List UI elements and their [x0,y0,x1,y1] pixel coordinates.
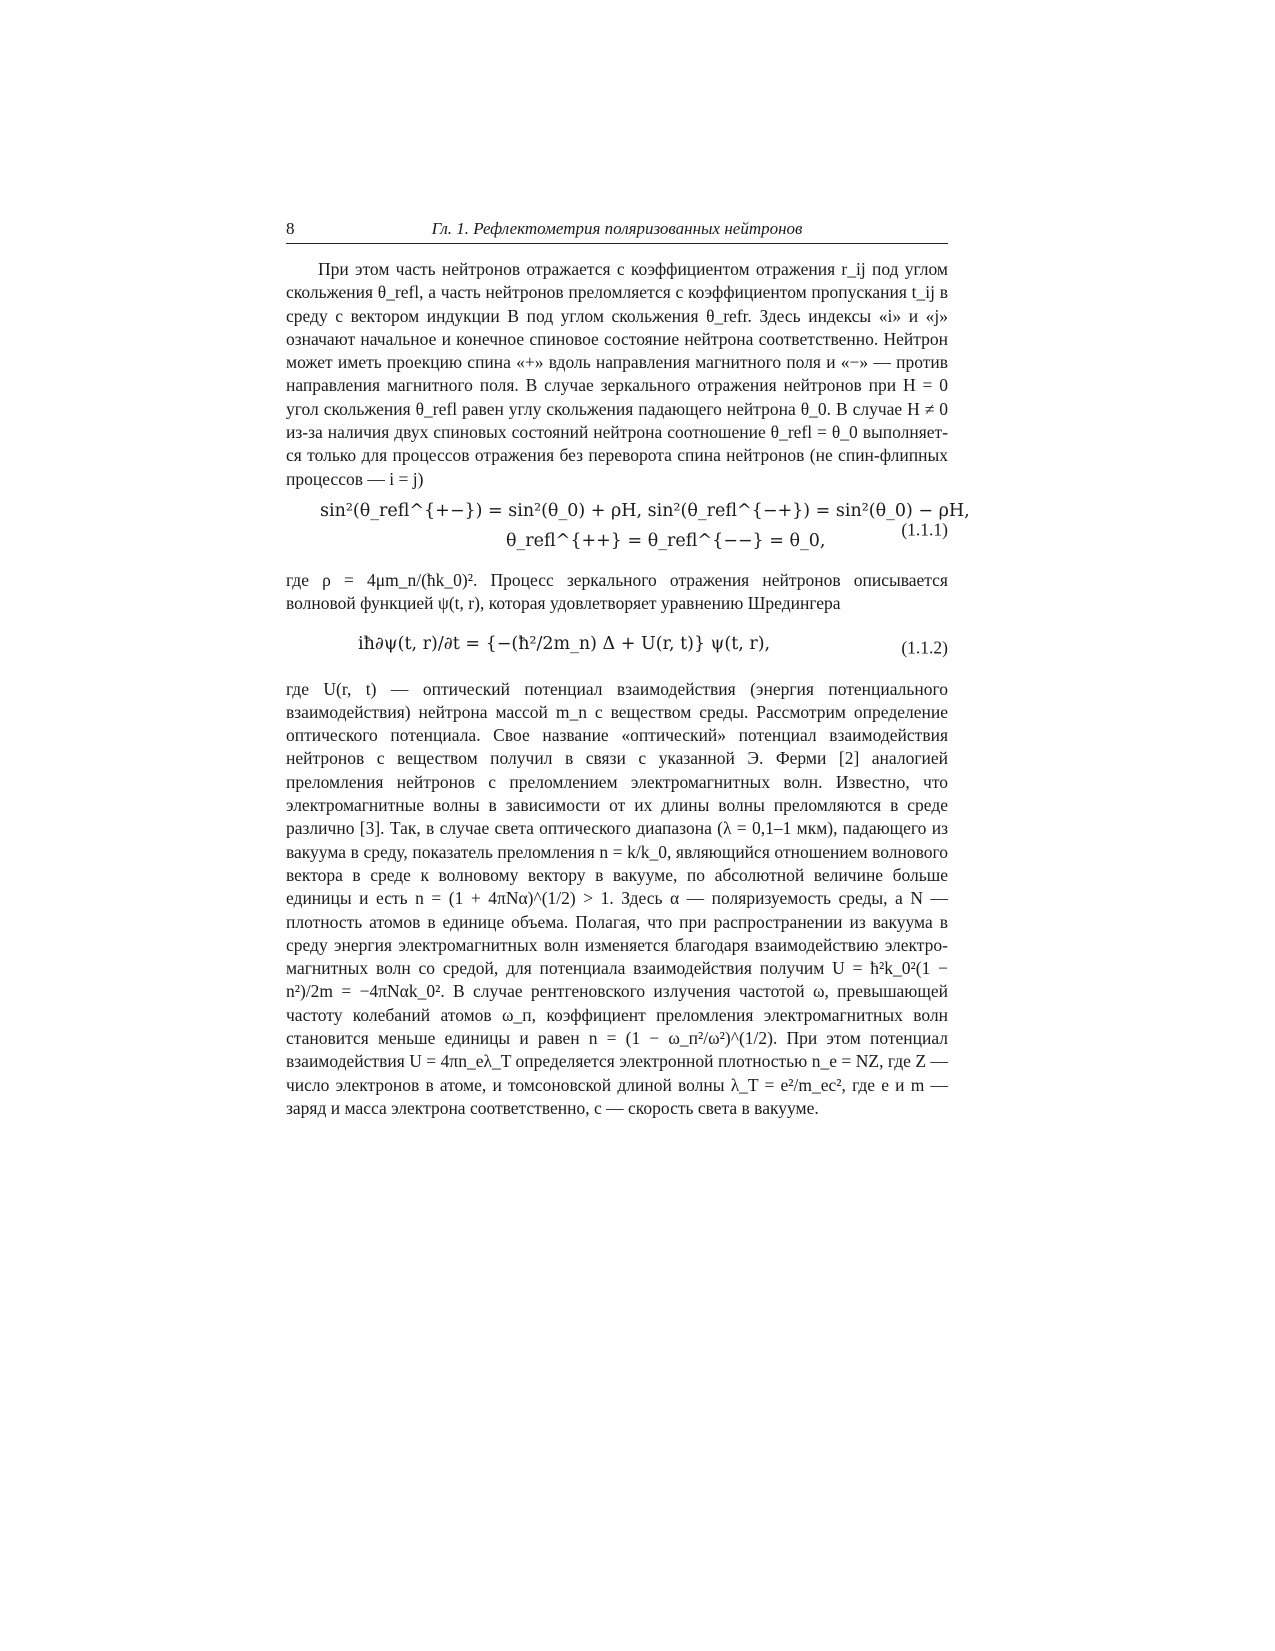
page-content [286,219,970,1120]
equation-line: iħ∂ψ(t, r)/∂t = {−(ħ²/2m_n) Δ + U(r, t)} ψ(t, r), [358,633,771,654]
chapter-title: Гл. 1. Рефлектометрия поляризованных нейтронов [431,219,803,238]
running-header [286,219,948,244]
equation-1-1-1 [286,500,970,559]
equation-number: (1.1.1) [901,519,948,540]
page-number: 8 [286,219,295,238]
equation-line: sin²(θ_refl^{+−}) = sin²(θ_0) + ρH, sin²(θ_refl^{−+}) = sin²(θ_0) − ρH, [320,500,970,521]
paragraph-2: где ρ = 4μm_n/(ħk_0)². Процесс зеркального отражения нейтронов описывается волновой функцией ψ(t, r), которая удовлетворяет уравнению Шредингера [286,569,948,614]
equation-line: θ_refl^{++} = θ_refl^{−−} = θ_0, [506,530,826,551]
paragraph-1: При этом часть нейтронов отражается с коэффициентом отражения r_ij под углом скольжения θ_refl, а часть нейтронов преломляется с коэффициентом пропускания t_ij в среду с вектором индукции B под углом скольжения θ_refr. Здесь индексы «i» и «j» означают начальное и конечное спиновое состояние нейтрона соответственно. Нейтрон может иметь проекцию спина «+» вдоль направления магнитного поля и «−» — против направления магнитного поля. В случае зеркального отражения нейтронов при H = 0 угол скольжения θ_refl равен углу скольжения падающего нейтрона θ_0. В случае H ≠ 0 из-за наличия двух спиновых состояний нейтрона соотношение θ_refl = θ_0 выполняется только для процессов отражения без переворота спина нейтронов (не спин-флипных процессов — i = j) [286,259,948,489]
equation-number: (1.1.2) [901,637,948,658]
equation-1-1-2 [286,628,948,668]
paragraph-3: где U(r, t) — оптический потенциал взаимодействия (энергия потенциального взаимодействия) нейтрона массой m_n с веществом среды. Рассмотрим определение оптического потенциала. Свое название «оптический» потенциал взаимодействия нейтронов с веществом получил в связи с указанной Э. Ферми [2] аналогией преломления нейтронов с преломлением электромагнитных волн. Известно, что электромагнитные волны в зависимости от их длины волны преломляются в среде различно [3]. Так, в случае света оптического диапазона (λ = 0,1–1 мкм), падающего из вакуума в среду, показатель преломления n = k/k_0, являющийся отношением волнового вектора в среде к волновому вектору в вакууме, по абсолютной величине больше единицы и есть n = (1 + 4πNα)^(1/2) > 1. Здесь α — поляризуемость среды, а N — плотность атомов в единице объема. Полагая, что при распространении из вакуума в среду энергия электромагнитных волн изменяется благодаря взаимодействию электромагнитных волн со средой, для потенциала взаимодействия получим U = ħ²k_0²(1 − n²)/2m = −4πNαk_0². В случае рентгеновского излучения частотой ω, превышающей частоту колебаний атомов ω_п, коэффициент преломления электромагнитных волн становится меньше единицы и равен n = (1 − ω_п²/ω²)^(1/2). При этом потенциал взаимодействия U = 4πn_eλ_T определяется электронной плотностью n_e = NZ, где Z — число электронов в атоме, и томсоновской длиной волны λ_T = e²/m_ec², где e и m — заряд и масса электрона соответственно, c — скорость света в вакууме. [286,678,948,1118]
